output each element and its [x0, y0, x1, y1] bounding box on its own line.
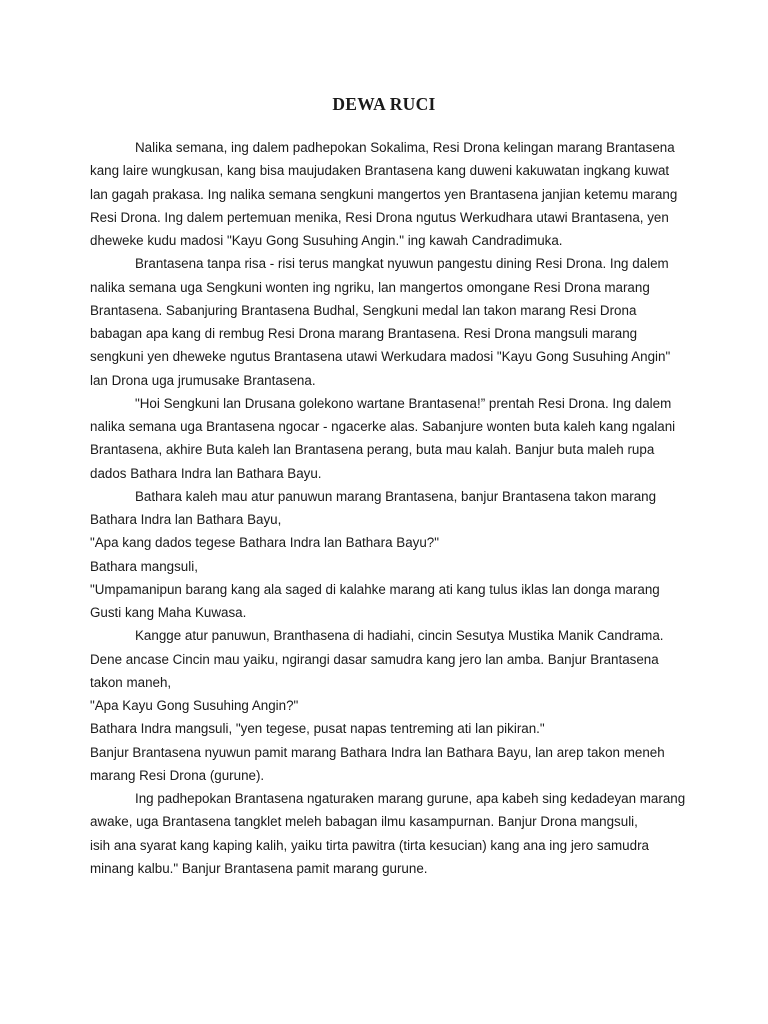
paragraph: isih ana syarat kang kaping kalih, yaiku tirta pawitra (tirta kesucian) kang ana ing jero samudra minang kalbu." Banjur Brantasena pamit marang gurune.	[90, 837, 649, 876]
paragraph: "Apa Kayu Gong Susuhing Angin?"	[90, 698, 299, 713]
paragraph: Banjur Brantasena nyuwun pamit marang Bathara Indra lan Bathara Bayu, lan arep takon meneh marang Resi Drona (gurune).	[90, 744, 665, 783]
paragraph: Kangge atur panuwun, Branthasena di hadiahi, cincin Sesutya Mustika Manik Candrama. Dene ancase Cincin mau yaiku, ngirangi dasar samudra kang jero lan amba. Banjur Brantasena takon maneh,	[90, 628, 664, 690]
paragraph: Ing padhepokan Brantasena ngaturaken marang gurune, apa kabeh sing kedadeyan marang awake, uga Brantasena tangklet meleh babagan ilmu kasampurnan. Banjur Drona mangsuli,	[90, 791, 686, 830]
paragraph: Bathara mangsuli,	[90, 558, 198, 574]
paragraph: Nalika semana, ing dalem padhepokan Sokalima, Resi Drona kelingan marang Brantasena kang laire wungkusan, kang bisa maujudaken Brantasena kang duweni kakuwatan ingkang kuwat lan gagah prakasa. Ing nalika semana sengkuni mangertos yen Brantasena janjian ketemu marang Resi Drona. Ing dalem pertemuan menika, Resi Drona ngutus Werkudhara utawi Brantasena, yen dheweke kudu madosi "Kayu Gong Susuhing Angin." ing kawah Candradimuka.	[90, 140, 678, 248]
paragraph: "Hoi Sengkuni lan Drusana golekono wartane Brantasena!” prentah Resi Drona. Ing dalem nalika semana uga Brantasena ngocar - ngacerke alas. Sabanjure wonten buta kaleh kang ngalani Brantasena, akhire Buta kaleh lan Brantasena perang, buta mau kalah. Banjur buta maleh rupa dados Bathara Indra lan Bathara Bayu.	[90, 395, 676, 481]
paragraph: Bathara Indra mangsuli, "yen tegese, pusat napas tentreming ati lan pikiran."	[90, 721, 545, 737]
paragraph: "Apa kang dados tegese Bathara Indra lan Bathara Bayu?"	[90, 535, 439, 551]
document-title: DEWA RUCI	[332, 94, 436, 114]
paragraph: Bathara kaleh mau atur panuwun marang Brantasena, banjur Brantasena takon marang Bathara Indra lan Bathara Bayu,	[90, 488, 657, 527]
paragraph: "Umpamanipun barang kang ala saged di kalahke marang ati kang tulus iklas lan donga marang Gusti kang Maha Kuwasa.	[90, 581, 660, 620]
document-body	[90, 136, 690, 880]
paragraph: Brantasena tanpa risa - risi terus mangkat nyuwun pangestu dining Resi Drona. Ing dalem nalika semana uga Sengkuni wonten ing ngriku, lan mangertos omongane Resi Drona marang Brantasena. Sabanjuring Brantasena Budhal, Sengkuni medal lan takon marang Resi Drona babagan apa kang di rembug Resi Drona marang Brantasena. Resi Drona mangsuli marang sengkuni yen dheweke ngutus Brantasena utawi Werkudara madosi "Kayu Gong Susuhing Angin" lan Drona uga jrumusake Brantasena.	[90, 256, 671, 388]
